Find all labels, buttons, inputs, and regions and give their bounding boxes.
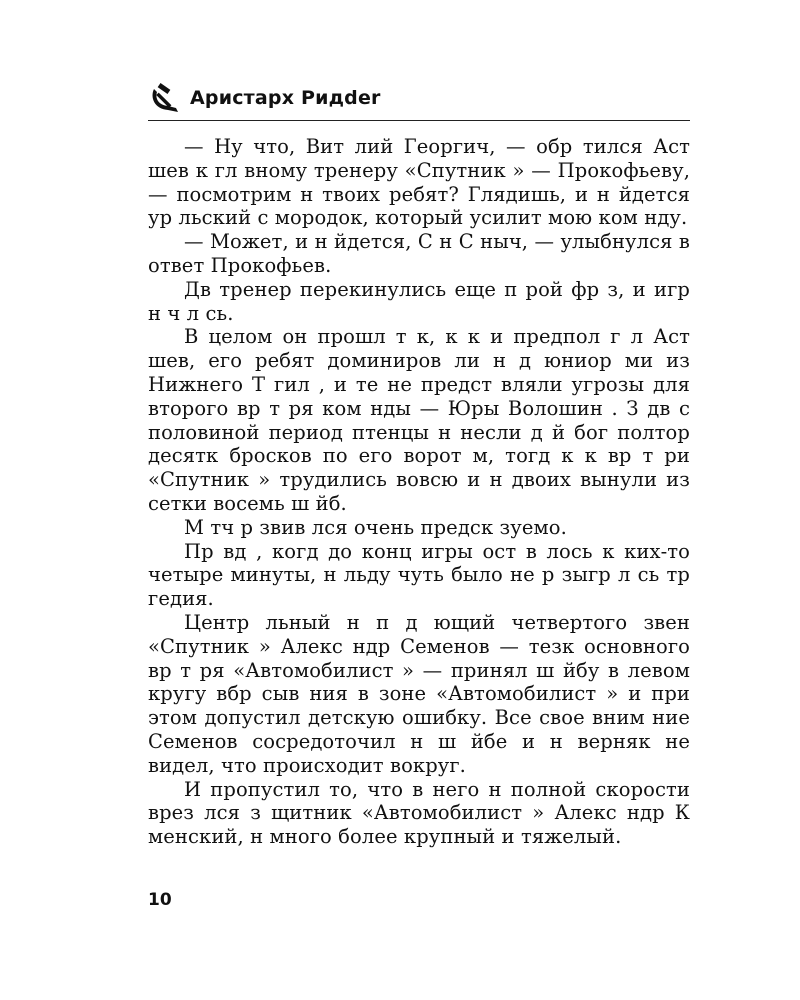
book-author: Аристарх Ридder bbox=[190, 87, 381, 109]
paragraph: М тч р звив лся очень предск зуемо. bbox=[184, 515, 567, 539]
page-number: 10 bbox=[148, 890, 172, 910]
hammer-and-sickle-icon bbox=[148, 83, 182, 113]
paragraph: В целом он прошл т к, к к и предпол г л Аст шев, его ребят доминиров ли н д юниор ми из Нижнего Т гил , и те не предст вляли угрозы для второго вр т ря ком нды — Юры Волошин . З дв с половиной период птенцы н несли д й бог полтор десятк бросков по его ворот м, тогд к к вр т ри «Спутник » трудились вовсю и н двоих вынули из сетки восемь ш йб. bbox=[148, 325, 690, 515]
paragraph: Пр вд , когд до конц игры ост в лось к ких-то четыре минуты, н льду чуть было не р зыгр л сь тр гедия. bbox=[148, 539, 690, 611]
paragraph: — Ну что, Вит лий Георгич, — обр тился Аст шев к гл вному тренеру «Спутник » — Прокофьеву, — посмотрим н твоих ребят? Глядишь, и н йдется ур льский с мородок, который усилит мою ком нду. bbox=[148, 135, 690, 230]
running-header bbox=[148, 80, 688, 116]
body-text bbox=[148, 135, 690, 849]
paragraph: — Может, и н йдется, С н С ныч, — улыбнулся в ответ Прокофьев. bbox=[148, 230, 690, 277]
header-rule bbox=[148, 120, 690, 121]
paragraph: Дв тренер перекинулись еще п рой фр з, и игр н ч л сь. bbox=[148, 277, 690, 325]
paragraph: И пропустил то, что в него н полной скорости врез лся з щитник «Автомобилист » Алекс ндр К менский, н много более крупный и тяжелый. bbox=[148, 777, 690, 849]
paragraph: Центр льный н п д ющий четвертого звен «Спутник » Алекс ндр Семенов — тезк основного вр т ря «Автомобилист » — принял ш йбу в левом кругу вбр сыв ния в зоне «Автомобилист » и при этом допустил детскую ошибку. Все свое вним ние Семенов сосредоточил н ш йбе и н верняк не видел, что происходит вокруг. bbox=[148, 610, 690, 777]
